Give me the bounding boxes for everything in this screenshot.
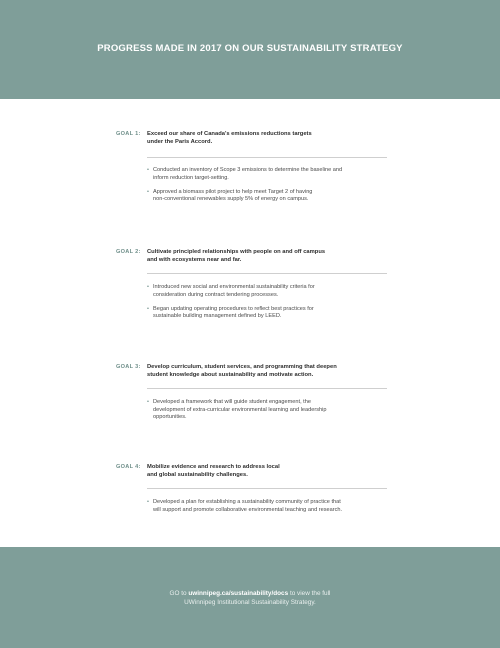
- goal-title: [147, 130, 387, 146]
- goal-divider: [147, 488, 387, 489]
- bullet-text: Began updating operating procedures to reflect best practices for: [153, 305, 314, 312]
- bullet-text: development of extra-curricular environmental learning and leadership: [153, 406, 327, 413]
- bullet-item: [147, 284, 392, 299]
- goal-title-line: Mobilize evidence and research to address local: [147, 464, 280, 470]
- goal-bullets: [147, 284, 392, 327]
- goal-title-line: student knowledge about sustainability and motivate action.: [147, 372, 314, 378]
- bullet-text: Developed a framework that will guide student engagement, the: [153, 399, 311, 405]
- bullet-item: [147, 189, 392, 204]
- goals-section: [0, 99, 500, 547]
- footer-band: [0, 547, 500, 648]
- bullet-dot-icon: •: [147, 167, 149, 173]
- bullet-text: Conducted an inventory of Scope 3 emissions to determine the baseline and: [153, 167, 343, 173]
- footer-suffix: to view the full: [288, 590, 331, 597]
- footer-prefix: GO to: [169, 590, 189, 597]
- goal-divider: [147, 388, 387, 389]
- goal-title-line: under the Paris Accord.: [147, 139, 213, 145]
- goal-title: [147, 248, 387, 264]
- bullet-item: [147, 399, 392, 422]
- bullet-text: opportunities.: [153, 414, 187, 421]
- bullet-dot-icon: •: [147, 499, 149, 505]
- page-title: PROGRESS MADE IN 2017 ON OUR SUSTAINABILITY STRATEGY: [97, 43, 403, 54]
- bullet-dot-icon: •: [147, 305, 149, 312]
- goal-title: [147, 363, 387, 379]
- footer-link[interactable]: uwinnipeg.ca/sustainability/docs: [188, 590, 289, 597]
- bullet-text: sustainable building management defined by LEED.: [153, 313, 282, 320]
- goal-title: [147, 463, 387, 479]
- bullet-text: will support and promote collaborative environmental teaching and research.: [153, 506, 343, 513]
- goal-bullets: [147, 167, 392, 210]
- goal-label: GOAL 4:: [116, 464, 141, 470]
- goal-bullets: [147, 399, 392, 428]
- goal-divider: [147, 157, 387, 158]
- goal-title-line: Exceed our share of Canada's emissions reductions targets: [147, 131, 312, 137]
- goal-divider: [147, 273, 387, 274]
- footer-line2: UWinnipeg Institutional Sustainability Strategy.: [184, 599, 316, 606]
- goal-label: GOAL 1:: [116, 131, 141, 137]
- bullet-text: Developed a plan for establishing a sustainability community of practice that: [153, 499, 341, 505]
- bullet-text: Approved a biomass pilot project to help meet Target 2 of having: [153, 188, 313, 195]
- header-band: [0, 0, 500, 99]
- bullet-dot-icon: •: [147, 284, 149, 290]
- bullet-item: [147, 167, 392, 182]
- footer-text: [0, 589, 500, 607]
- goal-title-line: and global sustainability challenges.: [147, 472, 248, 478]
- goal-title-line: and with ecosystems near and far.: [147, 257, 242, 263]
- bullet-dot-icon: •: [147, 188, 149, 195]
- bullet-dot-icon: •: [147, 399, 149, 405]
- goal-label: GOAL 2:: [116, 249, 141, 255]
- goal-title-line: Develop curriculum, student services, and programming that deepen: [147, 364, 337, 370]
- bullet-text: consideration during contract tendering processes.: [153, 291, 279, 298]
- goal-title-line: Cultivate principled relationships with people on and off campus: [147, 249, 326, 255]
- bullet-item: [147, 306, 392, 321]
- bullet-text: inform reduction target-setting.: [153, 174, 229, 181]
- bullet-text: Introduced new social and environmental sustainability criteria for: [153, 284, 315, 290]
- bullet-item: [147, 499, 392, 514]
- goal-bullets: [147, 499, 392, 521]
- bullet-text: non-conventional renewables supply 5% of energy on campus.: [153, 196, 309, 203]
- goal-label: GOAL 3:: [116, 364, 141, 370]
